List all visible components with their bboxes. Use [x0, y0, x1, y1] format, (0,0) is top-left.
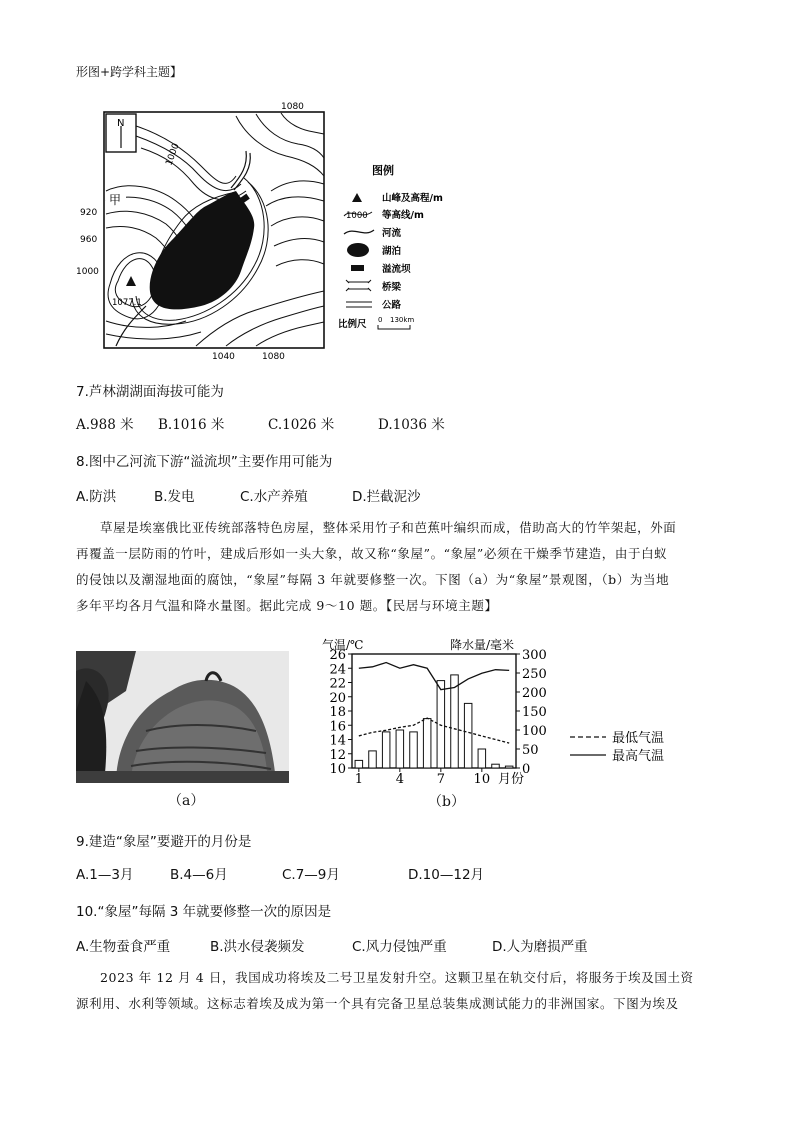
x-tick-label: 7 — [436, 772, 445, 786]
max-temp-line — [359, 663, 509, 690]
q9-option-c[interactable]: C.7—9月 — [282, 867, 340, 883]
label-left-960: 960 — [80, 235, 98, 245]
precip-bar — [451, 675, 459, 768]
q9-option-a[interactable]: A.1—3月 — [76, 867, 134, 883]
right-tick-label: 0 — [522, 762, 531, 777]
contour-label-1000: 1000 — [164, 142, 182, 168]
peak-value: 1077.1 — [112, 298, 142, 308]
precip-bar — [355, 760, 363, 768]
passage-1-line-1: 草屋是埃塞俄比亚传统部落特色房屋，整体采用竹子和芭蕉叶编织而成，借助高大的竹竿架起，外面 — [100, 520, 677, 535]
left-tick-label: 16 — [329, 719, 346, 735]
q9-option-d[interactable]: D.10—12月 — [408, 867, 485, 883]
precip-bar — [464, 703, 472, 768]
legend-contour-label: 等高线/m — [382, 210, 424, 221]
north-label: N — [117, 118, 125, 129]
left-tick-label: 24 — [329, 662, 346, 678]
elephant-house-photo — [76, 651, 289, 783]
q7-option-b[interactable]: B.1016 米 — [158, 417, 225, 433]
min-temp-line — [359, 718, 509, 743]
x-axis-title: 月份 — [498, 772, 525, 786]
q7-option-a[interactable]: A.988 米 — [76, 417, 134, 433]
q7-option-c[interactable]: C.1026 米 — [268, 417, 335, 433]
q9-stem: 9.建造“象屋”要避开的月份是 — [76, 834, 252, 850]
legend-max-label: 最高气温 — [612, 749, 665, 764]
passage-2-line-2: 源利用、水利等领域。这标志着埃及成为第一个具有完备卫星总装集成测试能力的非洲国家。下图为埃及 — [76, 996, 679, 1011]
legend-contour-sample: 1000 — [346, 211, 368, 221]
caption-b: （b） — [428, 794, 465, 810]
left-tick-label: 20 — [329, 690, 346, 706]
legend-road-label: 公路 — [382, 300, 402, 311]
legend-lake-icon — [347, 243, 369, 257]
passage-2 — [76, 965, 716, 1017]
contour-map-svg — [76, 96, 476, 366]
x-tick-label: 10 — [473, 772, 491, 786]
legend-scale-bar — [378, 325, 410, 329]
q8-option-b[interactable]: B.发电 — [154, 489, 195, 505]
left-axis-title: 气温/℃ — [322, 638, 364, 652]
caption-a: （a） — [168, 793, 205, 809]
right-tick-label: 50 — [522, 743, 539, 758]
precip-bar — [423, 719, 431, 768]
q10-option-b[interactable]: B.洪水侵袭频发 — [210, 939, 305, 955]
right-tick-label: 100 — [522, 724, 547, 739]
label-left-920: 920 — [80, 208, 98, 218]
legend-peak-label: 山峰及高程/m — [382, 193, 443, 204]
climate-chart — [320, 636, 740, 786]
q10-option-d[interactable]: D.人为磨损严重 — [492, 939, 588, 955]
passage-1-line-2: 再覆盖一层防雨的竹叶，建成后形如一头大象，故又称“象屋”。“象屋”必须在干燥季节建造，由于白蚁 — [76, 546, 668, 561]
precip-bar — [382, 732, 390, 768]
left-tick-label: 10 — [329, 762, 346, 777]
left-tick-label: 26 — [329, 648, 346, 663]
q8-option-a[interactable]: A.防洪 — [76, 489, 117, 505]
passage-1 — [76, 515, 716, 619]
precip-bar — [478, 749, 486, 768]
label-top-1080: 1080 — [281, 102, 304, 112]
passage-1-line-4: 多年平均各月气温和降水量图。据此完成 9～10 题。【民居与环境主题】 — [76, 598, 498, 613]
x-tick-label: 4 — [395, 772, 404, 786]
right-tick-label: 200 — [522, 686, 547, 701]
passage-2-line-1: 2023 年 12 月 4 日，我国成功将埃及二号卫星发射升空。这颗卫星在轨交付后，将服务于埃及国土资 — [100, 970, 694, 985]
q7-stem: 7.芦林湖湖面海拔可能为 — [76, 384, 224, 400]
climate-chart-svg — [320, 636, 740, 786]
q10-option-c[interactable]: C.风力侵蚀严重 — [352, 939, 447, 955]
q10-option-a[interactable]: A.生物蚕食严重 — [76, 939, 171, 955]
legend-lake-label: 湖泊 — [382, 246, 402, 257]
legend-road-icon — [346, 302, 372, 307]
contour-map-figure — [76, 96, 476, 366]
passage-1-line-3: 的侵蚀以及潮湿地面的腐蚀，“象屋”每隔 3 年就要修整一次。下图（a）为“象屋”景观图，（b）为当地 — [76, 572, 670, 587]
q7-option-d[interactable]: D.1036 米 — [378, 417, 445, 433]
legend-river-label: 河流 — [382, 228, 402, 239]
x-tick-label: 1 — [354, 772, 363, 786]
label-bottom-1080: 1080 — [262, 352, 285, 362]
q8-option-c[interactable]: C.水产养殖 — [240, 489, 308, 505]
left-tick-label: 22 — [329, 676, 346, 692]
place-jia-label: 甲 — [109, 193, 122, 207]
legend-scale-label: 比例尺 — [338, 319, 367, 330]
legend-bridge-label: 桥梁 — [382, 282, 402, 293]
legend-river-icon — [344, 230, 374, 234]
legend-title: 图例 — [372, 164, 394, 177]
right-tick-label: 150 — [522, 705, 547, 720]
label-bottom-1040: 1040 — [212, 352, 235, 362]
legend-peak-icon — [352, 193, 362, 202]
precip-bar — [396, 730, 404, 768]
precip-bar — [410, 732, 418, 768]
legend-scale-value: 130km — [390, 316, 415, 324]
q8-option-d[interactable]: D.拦截泥沙 — [352, 489, 421, 505]
q9-option-b[interactable]: B.4—6月 — [170, 867, 228, 883]
right-tick-label: 250 — [522, 667, 547, 682]
precip-bar — [492, 764, 500, 768]
legend-dam-icon — [351, 265, 364, 271]
legend-scale-zero: 0 — [378, 316, 383, 324]
header-note: 形图+跨学科主题】 — [76, 65, 183, 79]
right-axis-title: 降水量/毫米 — [450, 638, 515, 652]
legend-bridge-icon — [346, 280, 371, 291]
q8-stem: 8.图中乙河流下游“溢流坝”主要作用可能为 — [76, 454, 333, 470]
q10-stem: 10.“象屋”每隔 3 年就要修整一次的原因是 — [76, 904, 332, 920]
precip-bar — [437, 681, 445, 768]
precip-bar — [505, 766, 513, 768]
precip-bar — [369, 751, 377, 768]
label-left-1000: 1000 — [76, 267, 99, 277]
legend-min-label: 最低气温 — [612, 731, 665, 746]
left-tick-label: 12 — [329, 747, 346, 763]
legend-dam-label: 溢流坝 — [382, 264, 411, 275]
elephant-house-photo-svg — [76, 651, 289, 783]
left-tick-label: 18 — [329, 705, 346, 720]
right-tick-label: 300 — [522, 648, 547, 663]
left-tick-label: 14 — [329, 733, 346, 749]
